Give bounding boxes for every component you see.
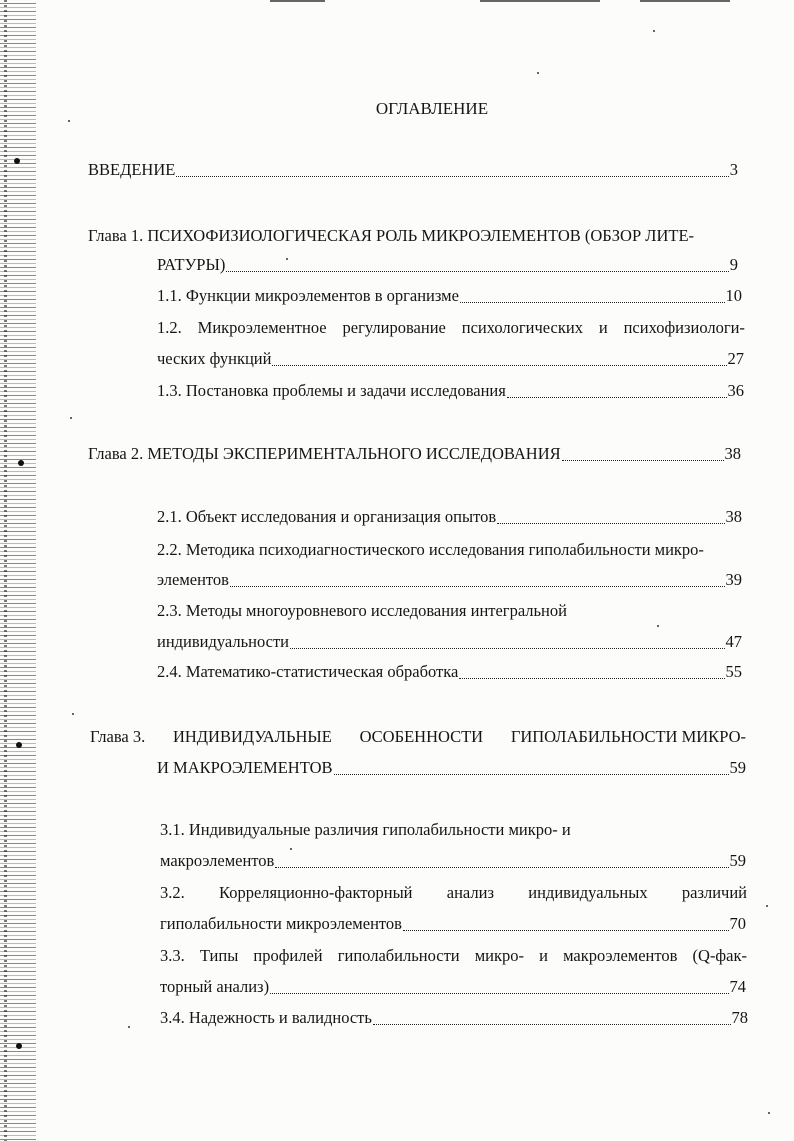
toc-page-number: 78 — [731, 1008, 748, 1027]
scan-speck — [16, 1043, 22, 1049]
toc-section-3-1[interactable] — [160, 851, 746, 873]
dot-leader — [373, 1024, 731, 1025]
toc-entry-text: ческих функций — [157, 349, 272, 368]
toc-entry-text: индивидуальности — [157, 632, 290, 651]
page-title: ОГЛАВЛЕНИЕ — [375, 99, 489, 118]
toc-entry-text: макроэлементов — [160, 851, 275, 870]
toc-entry-text: 2.1. Объект исследования и организация опытов — [157, 507, 497, 526]
toc-section-2-2-heading[interactable]: 2.2. Методика психодиагностического исследования гиполабильности микро- — [157, 540, 704, 559]
toc-word: (Q-фак- — [692, 946, 747, 965]
toc-word: психофизиологи- — [623, 318, 745, 337]
toc-section-1-2[interactable] — [157, 349, 744, 371]
toc-section-3-4[interactable] — [160, 1008, 748, 1030]
toc-entry-text: РАТУРЫ) — [157, 255, 226, 274]
toc-section-1-3[interactable] — [157, 381, 744, 403]
toc-word: 3.2. — [160, 883, 185, 902]
toc-word: Типы — [199, 946, 239, 965]
scan-speck — [18, 460, 24, 466]
toc-entry-text: ВВЕДЕНИЕ — [88, 160, 176, 179]
scan-speck — [68, 120, 70, 122]
dot-leader — [459, 678, 724, 679]
toc-section-3-2[interactable] — [160, 914, 746, 936]
toc-word: ИНДИВИДУАЛЬНЫЕ — [172, 727, 332, 746]
dot-leader — [507, 397, 727, 398]
scan-top-mark — [270, 0, 325, 2]
toc-chapter-1-heading[interactable]: Глава 1. ПСИХОФИЗИОЛОГИЧЕСКАЯ РОЛЬ МИКРОЭЛЕМЕНТОВ (ОБЗОР ЛИТЕ- — [88, 226, 695, 245]
toc-word: ОСОБЕННОСТИ — [359, 727, 484, 746]
dot-leader — [272, 365, 726, 366]
toc-section-2-1[interactable] — [157, 507, 742, 529]
toc-word: 1.2. — [157, 318, 182, 337]
toc-entry-text: 1.3. Постановка проблемы и задачи исследования — [157, 381, 506, 400]
toc-section-2-3[interactable] — [157, 632, 742, 654]
toc-page-number: 70 — [729, 914, 746, 933]
dot-leader — [275, 867, 728, 868]
toc-entry-text: торный анализ) — [160, 977, 270, 996]
toc-chapter-1[interactable] — [157, 255, 738, 277]
dot-leader — [290, 648, 724, 649]
toc-word: гиполабильности — [337, 946, 460, 965]
scan-speck — [128, 1026, 130, 1028]
toc-section-3-3-heading[interactable] — [160, 946, 747, 966]
toc-word: Корреляционно-факторный — [219, 883, 413, 902]
toc-word: макроэлементов — [563, 946, 678, 965]
toc-entry-text: элементов — [157, 570, 229, 589]
toc-page-number: 59 — [729, 758, 746, 777]
scan-speck — [766, 905, 768, 907]
toc-entry-text: И МАКРОЭЛЕМЕНТОВ — [157, 758, 333, 777]
dot-leader — [460, 302, 725, 303]
scan-speck — [16, 742, 22, 748]
scan-speck — [537, 72, 539, 74]
toc-word: и — [539, 946, 548, 965]
toc-section-3-2-heading[interactable] — [160, 883, 747, 903]
toc-entry-intro[interactable] — [88, 160, 738, 182]
toc-page-number: 27 — [727, 349, 744, 368]
toc-section-2-2[interactable] — [157, 570, 742, 592]
toc-word: различий — [681, 883, 747, 902]
toc-page-number: 3 — [729, 160, 738, 179]
scan-speck — [14, 158, 20, 164]
toc-chapter-3-heading[interactable] — [90, 727, 746, 747]
toc-page-number: 47 — [725, 632, 742, 651]
scan-binding-edge-dark — [4, 0, 7, 1141]
toc-section-1-2-heading[interactable] — [157, 318, 745, 338]
scan-speck — [70, 417, 72, 419]
toc-word: профилей — [253, 946, 323, 965]
toc-chapter-3[interactable] — [157, 758, 746, 780]
toc-entry-text: 2.4. Математико-статистическая обработка — [157, 662, 459, 681]
toc-page-number: 38 — [724, 444, 741, 463]
dot-leader — [562, 460, 724, 461]
dot-leader — [403, 930, 729, 931]
toc-page-number: 55 — [725, 662, 742, 681]
toc-word: психологических — [461, 318, 583, 337]
toc-word: индивидуальных — [528, 883, 648, 902]
toc-page-number: 59 — [729, 851, 746, 870]
toc-chapter-2[interactable] — [88, 444, 741, 466]
toc-entry-text: гиполабильности микроэлементов — [160, 914, 402, 933]
toc-section-2-3-heading[interactable]: 2.3. Методы многоуровневого исследования интегральной — [157, 601, 567, 620]
dot-leader — [230, 586, 725, 587]
dot-leader — [497, 523, 724, 524]
scan-speck — [657, 625, 659, 627]
toc-page-number: 10 — [725, 286, 742, 305]
toc-page-number: 38 — [725, 507, 742, 526]
toc-section-3-1-heading[interactable]: 3.1. Индивидуальные различия гиполабильности микро- и — [160, 820, 571, 839]
scan-top-mark — [640, 0, 730, 2]
scan-speck — [653, 30, 655, 32]
toc-page-number: 39 — [725, 570, 742, 589]
toc-page-number: 74 — [729, 977, 746, 996]
scan-speck — [768, 1112, 770, 1114]
toc-word: Глава 3. — [90, 727, 146, 746]
dot-leader — [176, 176, 728, 177]
toc-section-1-1[interactable] — [157, 286, 742, 308]
toc-entry-text: 1.1. Функции микроэлементов в организме — [157, 286, 459, 305]
scan-speck — [72, 713, 74, 715]
toc-word: анализ — [446, 883, 494, 902]
scan-speck — [290, 848, 292, 850]
scan-top-mark — [480, 0, 600, 2]
toc-word: 3.3. — [160, 946, 185, 965]
toc-section-3-3[interactable] — [160, 977, 746, 999]
toc-word: и — [598, 318, 608, 337]
toc-section-2-4[interactable] — [157, 662, 742, 684]
dot-leader — [334, 774, 729, 775]
toc-page-number: 36 — [727, 381, 744, 400]
dot-leader — [270, 993, 728, 994]
toc-entry-text: 3.4. Надежность и валидность — [160, 1008, 372, 1027]
dot-leader — [226, 271, 728, 272]
toc-word: Микроэлементное — [197, 318, 327, 337]
toc-word: регулирование — [342, 318, 446, 337]
toc-word: ГИПОЛАБИЛЬНОСТИ МИКРО- — [510, 727, 746, 746]
toc-word: микро- — [474, 946, 525, 965]
toc-page-number: 9 — [729, 255, 738, 274]
toc-entry-text: Глава 2. МЕТОДЫ ЭКСПЕРИМЕНТАЛЬНОГО ИССЛЕДОВАНИЯ — [88, 444, 561, 463]
